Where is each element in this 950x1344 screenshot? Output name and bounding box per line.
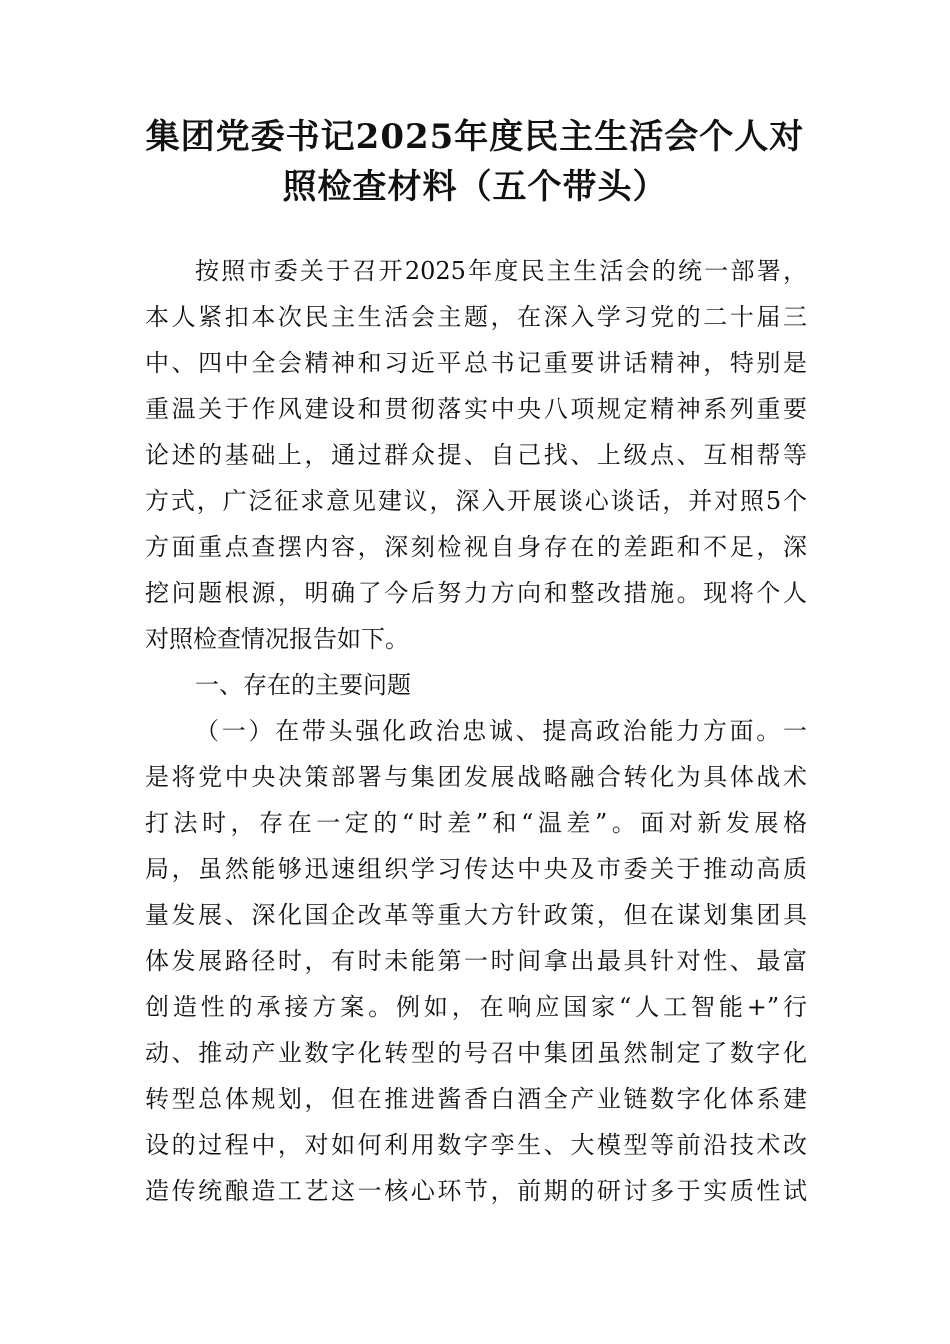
paragraph-line: 方式，广泛征求意见建议，深入开展谈心谈话，并对照5个 bbox=[145, 487, 807, 515]
title-line-2: 照检查材料（五个带头） bbox=[282, 167, 668, 207]
paragraph-line: 方面重点查摆内容，深刻检视自身存在的差距和不足，深 bbox=[145, 533, 807, 561]
paragraph-line: 创造性的承接方案。例如，在响应国家“人工智能+”行 bbox=[145, 993, 807, 1021]
paragraph-line: 局，虽然能够迅速组织学习传达中央及市委关于推动高质 bbox=[145, 855, 807, 883]
paragraph-line: 转型总体规划，但在推进酱香白酒全产业链数字化体系建 bbox=[145, 1085, 807, 1113]
paragraph-line: 动、推动产业数字化转型的号召中集团虽然制定了数字化 bbox=[145, 1039, 807, 1067]
title-line-1: 集团党委书记2025年度民主生活会个人对 bbox=[145, 117, 805, 157]
paragraph-line: 中、四中全会精神和习近平总书记重要讲话精神，特别是 bbox=[145, 349, 807, 377]
paragraph-line: （一）在带头强化政治忠诚、提高政治能力方面。一 bbox=[195, 717, 807, 745]
paragraph-line: 量发展、深化国企改革等重大方针政策，但在谋划集团具 bbox=[145, 901, 807, 929]
paragraph-line: 按照市委关于召开2025年度民主生活会的统一部署， bbox=[195, 257, 807, 285]
document-body bbox=[145, 248, 807, 1214]
paragraph-line: 本人紧扣本次民主生活会主题，在深入学习党的二十届三 bbox=[145, 303, 807, 331]
paragraph-line: 论述的基础上，通过群众提、自己找、上级点、互相帮等 bbox=[145, 441, 807, 469]
paragraph-line: 重温关于作风建设和贯彻落实中央八项规定精神系列重要 bbox=[145, 395, 807, 423]
paragraph-line: 体发展路径时，有时未能第一时间拿出最具针对性、最富 bbox=[145, 947, 807, 975]
intro-paragraph bbox=[145, 248, 807, 662]
paragraph-line: 设的过程中，对如何利用数字孪生、大模型等前沿技术改 bbox=[145, 1131, 807, 1159]
paragraph-line: 打法时，存在一定的“时差”和“温差”。面对新发展格 bbox=[145, 809, 807, 837]
paragraph-line: 挖问题根源，明确了今后努力方向和整改措施。现将个人 bbox=[145, 579, 807, 607]
document-title bbox=[120, 112, 830, 212]
subsection-paragraph bbox=[145, 708, 807, 1214]
paragraph-line: 对照检查情况报告如下。 bbox=[145, 625, 409, 653]
paragraph-line: 是将党中央决策部署与集团发展战略融合转化为具体战术 bbox=[145, 763, 807, 791]
section-heading: 一、存在的主要问题 bbox=[195, 671, 411, 699]
paragraph-line: 造传统酿造工艺这一核心环节，前期的研讨多于实质性试 bbox=[145, 1177, 807, 1205]
